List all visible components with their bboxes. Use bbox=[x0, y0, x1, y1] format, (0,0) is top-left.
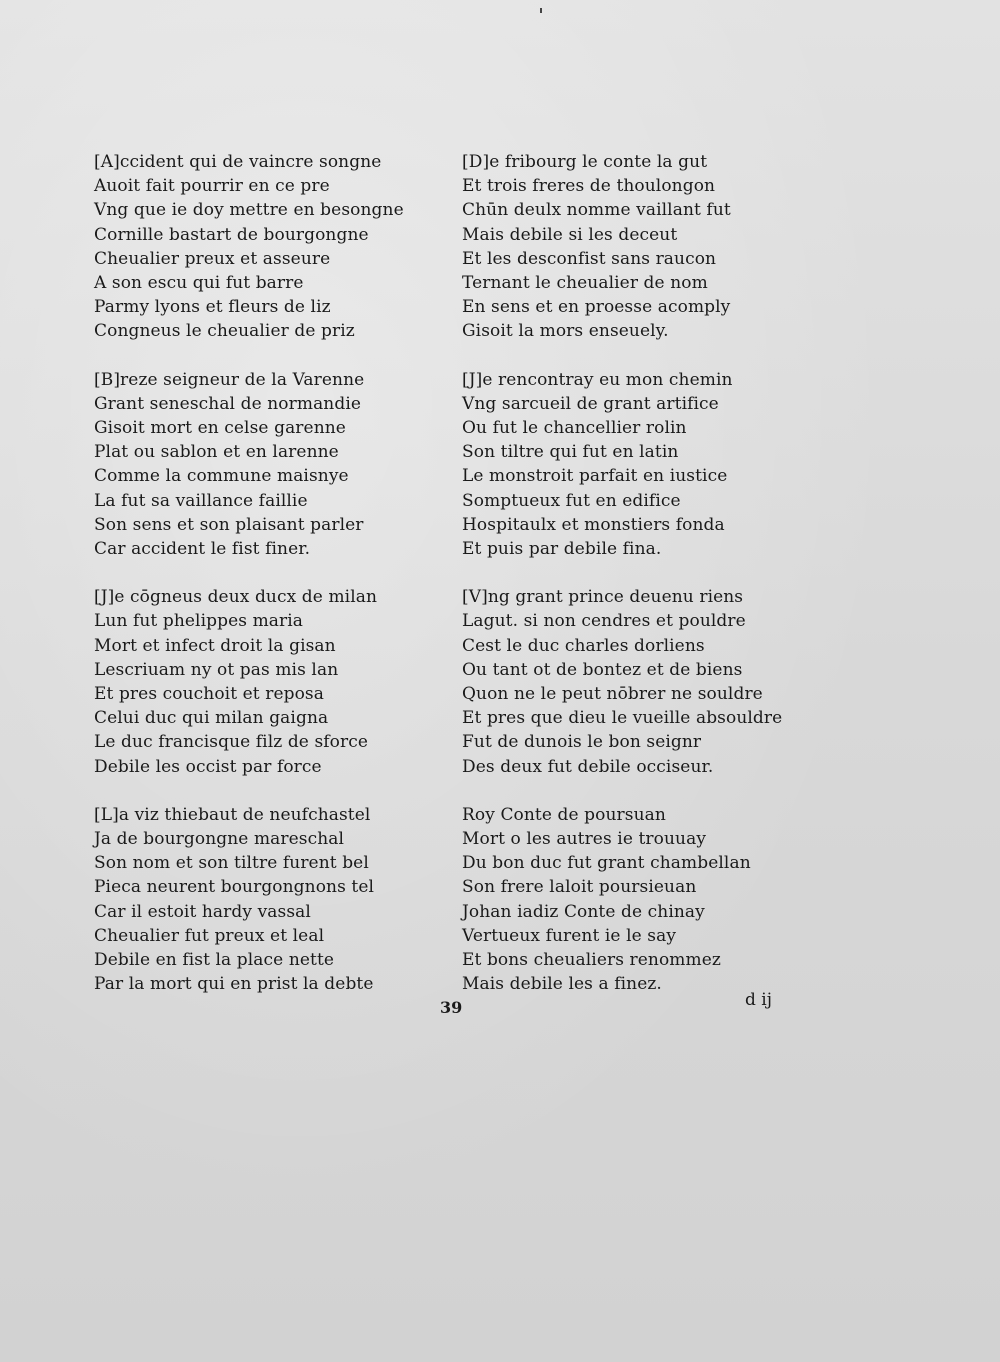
verse-line: Comme la commune maisnye bbox=[94, 466, 349, 487]
verse-line: Ou fut le chancellier rolin bbox=[462, 418, 687, 439]
verse-line: Cheualier fut preux et leal bbox=[94, 925, 325, 946]
verse-line: [J]e rencontray eu mon chemin bbox=[462, 369, 733, 390]
verse-line: [L]a viz thiebaut de neufchastel bbox=[94, 804, 371, 825]
verse-line: Mort o les autres ie trouuay bbox=[462, 829, 707, 850]
verse-line: [J]e cōgneus deux ducx de milan bbox=[94, 587, 378, 608]
stanza bbox=[462, 803, 822, 997]
verse-line: Hospitaulx et monstiers fonda bbox=[462, 514, 725, 535]
verse-line: Gisoit la mors enseuely. bbox=[462, 321, 669, 342]
stanza bbox=[94, 803, 454, 997]
verse-line: [D]e fribourg le conte la gut bbox=[462, 152, 708, 172]
verse-line: A son escu qui fut barre bbox=[94, 273, 304, 294]
right-column bbox=[462, 150, 822, 997]
verse-line: Cheualier preux et asseure bbox=[94, 248, 331, 269]
verse-line: Son sens et son plaisant parler bbox=[94, 514, 364, 535]
verse-line: Celui duc qui milan gaigna bbox=[94, 708, 329, 729]
verse-line: Quon ne le peut nōbrer ne souldre bbox=[462, 684, 763, 705]
verse-line: Et les desconfist sans raucon bbox=[462, 248, 717, 269]
verse-line: Debile en fist la place nette bbox=[94, 950, 335, 971]
verse-line: Ternant le cheualier de nom bbox=[462, 273, 708, 294]
stanza bbox=[94, 150, 454, 344]
verse-line: Chūn deulx nomme vaillant fut bbox=[462, 200, 731, 221]
verse-line: Cornille bastart de bourgongne bbox=[94, 224, 369, 245]
verse-line: [A]ccident qui de vaincre songne bbox=[94, 152, 382, 172]
verse-line: Cest le duc charles dorliens bbox=[462, 635, 705, 656]
verse-line: Congneus le cheualier de priz bbox=[94, 321, 355, 342]
verse-line: Roy Conte de poursuan bbox=[462, 804, 666, 825]
verse-line: Et pres que dieu le vueille absouldre bbox=[462, 708, 783, 729]
verse-line: Le monstroit parfait en iustice bbox=[462, 466, 728, 487]
stanza bbox=[462, 585, 822, 779]
verse-line: Mais debile si les deceut bbox=[462, 224, 678, 245]
verse-line: Et puis par debile fina. bbox=[462, 539, 662, 560]
verse-line: Vertueux furent ie le say bbox=[462, 925, 677, 946]
verse-line: Somptueux fut en edifice bbox=[462, 490, 681, 511]
top-mark bbox=[540, 8, 542, 13]
verse-line: Gisoit mort en celse garenne bbox=[94, 418, 346, 439]
verse-line: Fut de dunois le bon seignr bbox=[462, 732, 702, 753]
verse-line: Mais debile les a finez. bbox=[462, 974, 662, 995]
verse-line: Grant seneschal de normandie bbox=[94, 393, 362, 414]
verse-line: Vng que ie doy mettre en besongne bbox=[94, 200, 404, 221]
verse-line: Ja de bourgongne mareschal bbox=[94, 829, 345, 850]
left-column bbox=[94, 150, 454, 997]
verse-line: Car il estoit hardy vassal bbox=[94, 901, 311, 922]
verse-line: Du bon duc fut grant chambellan bbox=[462, 853, 751, 874]
verse-line: Lagut. si non cendres et pouldre bbox=[462, 611, 746, 632]
verse-line: Auoit fait pourrir en ce pre bbox=[94, 176, 330, 197]
verse-line: Lun fut phelippes maria bbox=[94, 611, 304, 632]
verse-line: Des deux fut debile occiseur. bbox=[462, 756, 714, 777]
verse-line: Par la mort qui en prist la debte bbox=[94, 974, 374, 995]
stanza bbox=[94, 585, 454, 779]
verse-line: Plat ou sablon et en larenne bbox=[94, 442, 339, 463]
verse-line: Et trois freres de thoulongon bbox=[462, 176, 716, 197]
verse-line: La fut sa vaillance faillie bbox=[94, 490, 308, 511]
verse-line: Le duc francisque filz de sforce bbox=[94, 732, 369, 753]
verse-line: [V]ng grant prince deuenu riens bbox=[462, 587, 744, 608]
verse-line: Pieca neurent bourgongnons tel bbox=[94, 877, 375, 898]
verse-line: Lescriuam ny ot pas mis lan bbox=[94, 659, 339, 680]
verse-line: En sens et en proesse acomply bbox=[462, 297, 731, 318]
signature-mark: d ij bbox=[745, 990, 772, 1010]
verse-line: Son tiltre qui fut en latin bbox=[462, 442, 679, 463]
verse-line: Parmy lyons et fleurs de liz bbox=[94, 297, 331, 318]
verse-line: Mort et infect droit la gisan bbox=[94, 635, 336, 656]
verse-line: Et bons cheualiers renommez bbox=[462, 950, 721, 971]
stanza bbox=[462, 368, 822, 562]
verse-line: Debile les occist par force bbox=[94, 756, 322, 777]
verse-line: Johan iadiz Conte de chinay bbox=[462, 901, 705, 922]
stanza bbox=[462, 150, 822, 344]
stanza bbox=[94, 368, 454, 562]
verse-line: Son nom et son tiltre furent bel bbox=[94, 853, 369, 874]
verse-line: Et pres couchoit et reposa bbox=[94, 684, 324, 705]
page-number: 39 bbox=[440, 998, 463, 1017]
verse-line: Son frere laloit poursieuan bbox=[462, 877, 697, 898]
verse-line: Ou tant ot de bontez et de biens bbox=[462, 659, 743, 680]
verse-line: Car accident le fist finer. bbox=[94, 539, 311, 560]
verse-line: Vng sarcueil de grant artifice bbox=[462, 393, 719, 414]
verse-line: [B]reze seigneur de la Varenne bbox=[94, 369, 365, 390]
